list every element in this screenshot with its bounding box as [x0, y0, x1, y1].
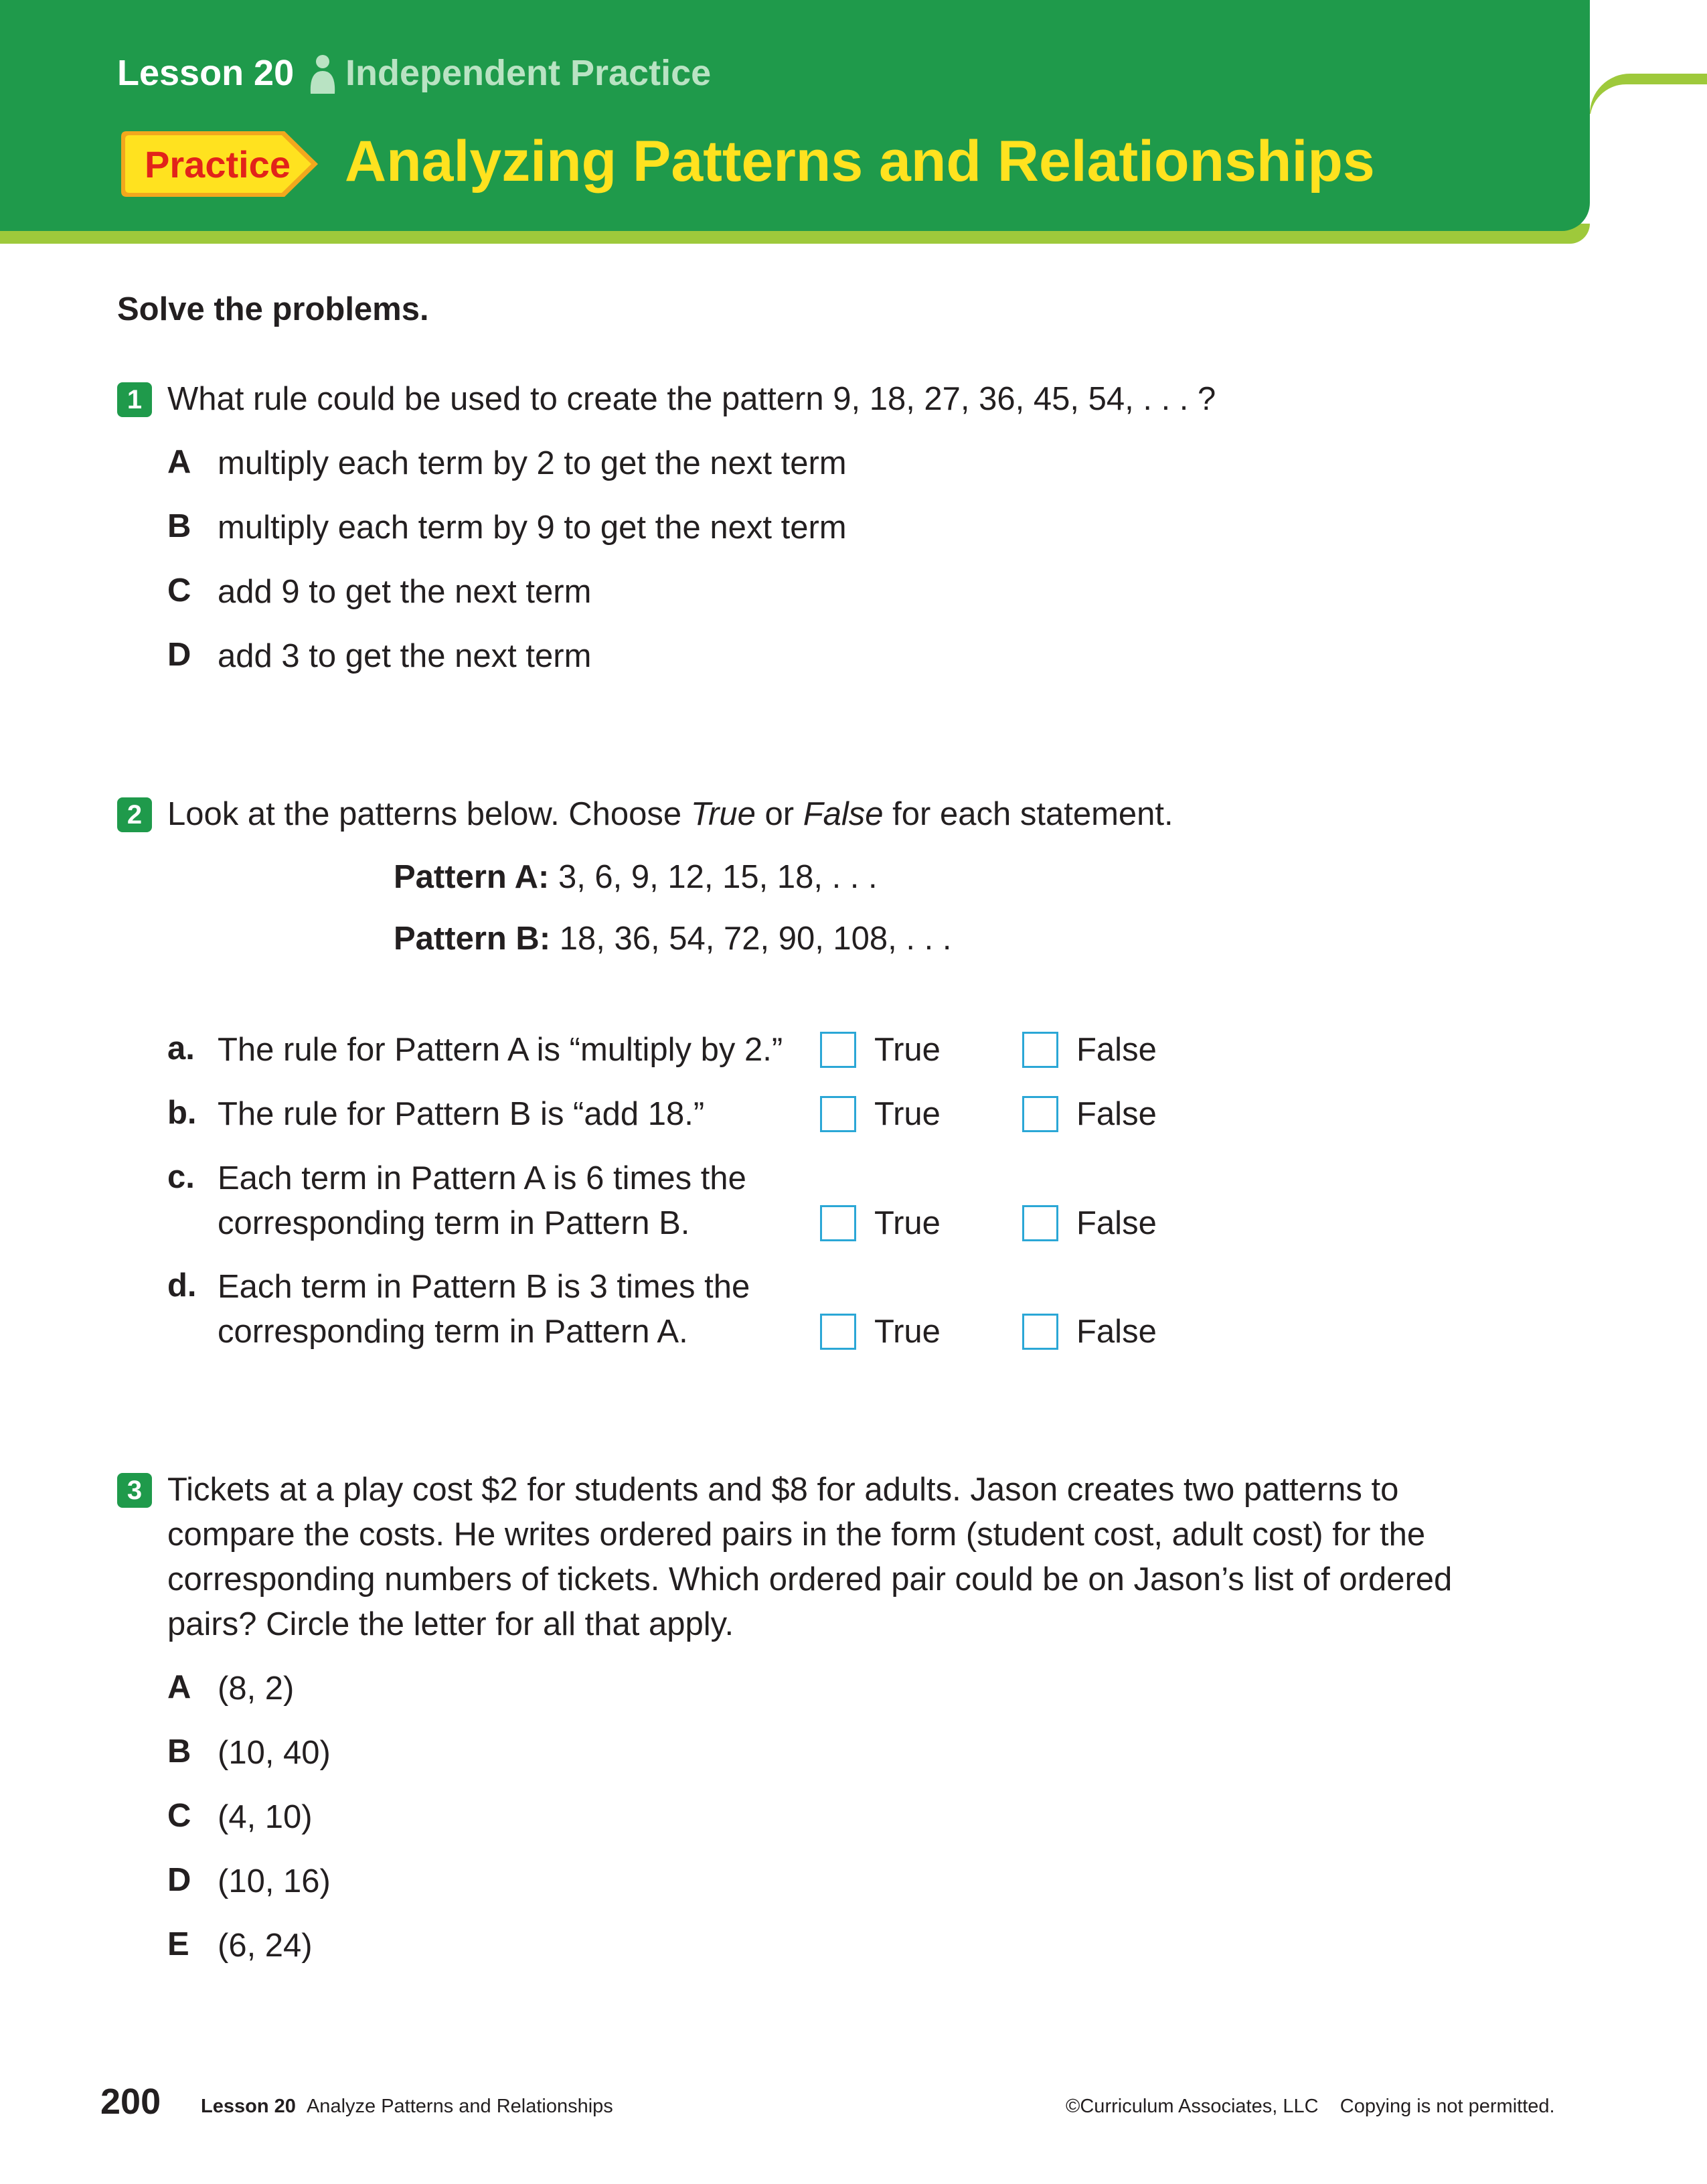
true-label: True: [874, 1096, 941, 1132]
question-3-prompt-line2: compare the costs. He writes ordered pairs in the form (student cost, adult cost) for the: [167, 1516, 1426, 1553]
prompt-text: for each statement.: [883, 796, 1173, 832]
option-letter: E: [167, 1926, 189, 1962]
pattern-b-line: [394, 919, 951, 959]
prompt-text: Look at the patterns below. Choose: [167, 796, 691, 832]
pattern-b-label: Pattern B:: [394, 921, 551, 957]
true-label: True: [874, 1314, 941, 1350]
option-text: (10, 16): [218, 1863, 331, 1899]
question-1-prompt: What rule could be used to create the pattern 9, 18, 27, 36, 45, 54, . . . ?: [167, 381, 1216, 417]
option-letter: B: [167, 508, 191, 544]
statement-a-text: The rule for Pattern A is “multiply by 2.”: [218, 1032, 783, 1068]
page-title: Analyzing Patterns and Relationships: [345, 129, 1375, 193]
statement-a-false-checkbox[interactable]: [1022, 1032, 1058, 1068]
option-text: add 9 to get the next term: [218, 574, 592, 610]
option-text: (6, 24): [218, 1928, 313, 1964]
statement-d-true-checkbox[interactable]: [820, 1314, 856, 1350]
mode-label: Independent Practice: [345, 53, 712, 93]
statement-b-text: The rule for Pattern B is “add 18.”: [218, 1096, 705, 1132]
option-text: multiply each term by 9 to get the next term: [218, 510, 847, 546]
footer-copyright: [1066, 2096, 1555, 2118]
copying-notice: Copying is not permitted.: [1339, 2096, 1555, 2117]
pattern-b-values: 18, 36, 54, 72, 90, 108, . . .: [559, 921, 952, 957]
true-label: True: [874, 1032, 941, 1068]
option-letter: C: [167, 1798, 191, 1834]
practice-badge-label: Practice: [145, 143, 291, 185]
statement-b-true-checkbox[interactable]: [820, 1096, 856, 1132]
option-letter: A: [167, 1669, 191, 1705]
statement-letter: c.: [167, 1159, 195, 1195]
header-right-tab-cutout: [1590, 84, 1707, 125]
pattern-a-line: [394, 857, 878, 898]
statement-c-true-checkbox[interactable]: [820, 1205, 856, 1241]
option-text: multiply each term by 2 to get the next term: [218, 445, 847, 481]
option-text: add 3 to get the next term: [218, 638, 592, 674]
false-label: False: [1076, 1032, 1157, 1068]
instructions: Solve the problems.: [117, 291, 429, 327]
question-3-prompt-line4: pairs? Circle the letter for all that apply.: [167, 1606, 734, 1642]
option-text: (10, 40): [218, 1735, 331, 1771]
statement-d-text-line1: Each term in Pattern B is 3 times the: [218, 1269, 750, 1305]
question-number-2: 2: [117, 797, 152, 832]
copyright-text: ©Curriculum Associates, LLC: [1066, 2096, 1319, 2117]
question-number-3: 3: [117, 1473, 152, 1508]
person-icon: [308, 54, 337, 95]
prompt-text: or: [755, 796, 803, 832]
pattern-a-values: 3, 6, 9, 12, 15, 18, . . .: [558, 859, 878, 895]
statement-c-text-line1: Each term in Pattern A is 6 times the: [218, 1160, 746, 1196]
statement-a-true-checkbox[interactable]: [820, 1032, 856, 1068]
footer-lesson: [201, 2096, 613, 2118]
option-letter: C: [167, 572, 191, 609]
footer-lesson-label: Lesson 20: [201, 2096, 296, 2117]
option-letter: D: [167, 637, 191, 673]
footer-lesson-title: Analyze Patterns and Relationships: [306, 2096, 613, 2117]
question-3-prompt-line3: corresponding numbers of tickets. Which ordered pair could be on Jason’s list of ordered: [167, 1561, 1453, 1597]
statement-d-false-checkbox[interactable]: [1022, 1314, 1058, 1350]
option-letter: D: [167, 1862, 191, 1898]
statement-letter: d.: [167, 1267, 197, 1304]
statement-c-false-checkbox[interactable]: [1022, 1205, 1058, 1241]
true-label: True: [874, 1205, 941, 1241]
question-2-prompt: [167, 794, 1173, 835]
option-letter: A: [167, 444, 191, 480]
statement-d-text-line2: corresponding term in Pattern A.: [218, 1314, 688, 1350]
option-text: (4, 10): [218, 1799, 313, 1835]
pattern-a-label: Pattern A:: [394, 859, 550, 895]
statement-b-false-checkbox[interactable]: [1022, 1096, 1058, 1132]
question-number-1: 1: [117, 382, 152, 417]
false-label: False: [1076, 1314, 1157, 1350]
statement-c-text-line2: corresponding term in Pattern B.: [218, 1205, 690, 1241]
question-3-prompt-line1: Tickets at a play cost $2 for students and $8 for adults. Jason creates two patterns to: [167, 1472, 1399, 1508]
prompt-false-word: False: [803, 796, 884, 832]
false-label: False: [1076, 1096, 1157, 1132]
prompt-true-word: True: [690, 796, 756, 832]
statement-letter: b.: [167, 1095, 197, 1131]
lesson-label: Lesson 20: [117, 53, 295, 93]
false-label: False: [1076, 1205, 1157, 1241]
page-number: 200: [100, 2082, 161, 2122]
option-text: (8, 2): [218, 1670, 295, 1707]
statement-letter: a.: [167, 1030, 195, 1067]
option-letter: B: [167, 1733, 191, 1770]
